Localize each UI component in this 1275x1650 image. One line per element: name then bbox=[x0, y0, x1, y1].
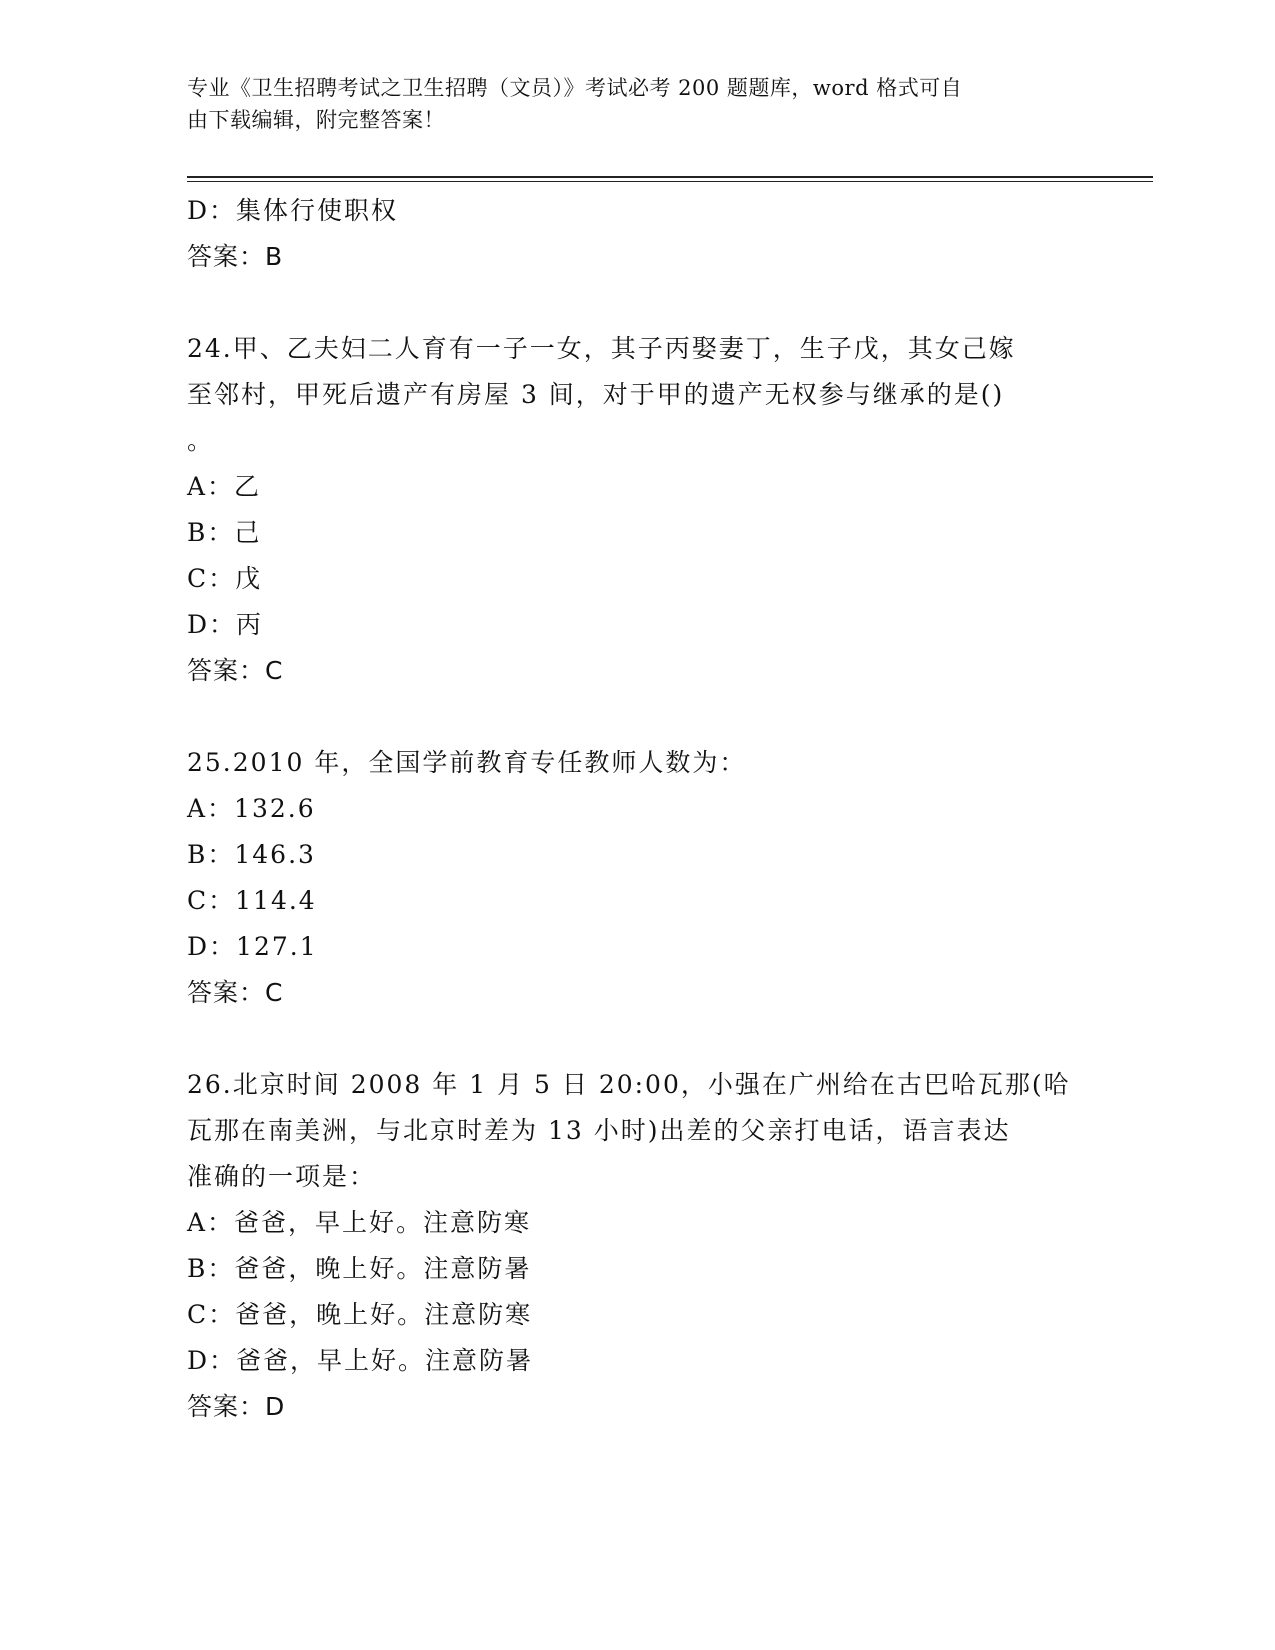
option-a: A：爸爸，早上好。注意防寒 bbox=[187, 1208, 532, 1237]
document-body bbox=[187, 188, 1087, 1430]
option-c: C：爸爸，晚上好。注意防寒 bbox=[187, 1300, 533, 1329]
option-b: B：爸爸，晚上好。注意防暑 bbox=[187, 1254, 532, 1283]
answer: 答案：D bbox=[187, 1392, 286, 1421]
answer: 答案：C bbox=[187, 656, 284, 685]
header-rule-thin bbox=[187, 181, 1153, 182]
question-26 bbox=[187, 1062, 1087, 1430]
question-text: 25.2010 年，全国学前教育专任教师人数为： bbox=[187, 748, 747, 777]
question-text: 26.北京时间 2008 年 1 月 5 日 20:00，小强在广州给在古巴哈瓦那(哈 bbox=[187, 1070, 1071, 1099]
option-c: C：114.4 bbox=[187, 886, 317, 915]
question-text: 至邻村，甲死后遗产有房屋 3 间，对于甲的遗产无权参与继承的是() bbox=[187, 380, 1005, 409]
prev-question bbox=[187, 188, 1087, 280]
option-d: D：集体行使职权 bbox=[187, 196, 399, 225]
answer: 答案：B bbox=[187, 242, 284, 271]
question-text: 瓦那在南美洲，与北京时差为 13 小时)出差的父亲打电话，语言表达 bbox=[187, 1116, 1011, 1145]
option-a: A：乙 bbox=[187, 472, 262, 501]
answer: 答案：C bbox=[187, 978, 284, 1007]
question-text: 24.甲、乙夫妇二人育有一子一女，其子丙娶妻丁，生子戊，其女己嫁 bbox=[187, 334, 1016, 363]
option-b: B：己 bbox=[187, 518, 262, 547]
option-c: C：戊 bbox=[187, 564, 263, 593]
option-d: D：丙 bbox=[187, 610, 264, 639]
question-text: 。 bbox=[187, 426, 215, 455]
document-header bbox=[187, 72, 1087, 136]
question-text: 准确的一项是： bbox=[187, 1162, 377, 1191]
question-24 bbox=[187, 326, 1087, 694]
option-d: D：127.1 bbox=[187, 932, 318, 961]
option-a: A：132.6 bbox=[187, 794, 316, 823]
option-d: D：爸爸，早上好。注意防暑 bbox=[187, 1346, 534, 1375]
question-25 bbox=[187, 740, 1087, 1016]
header-rule-thick bbox=[187, 176, 1153, 178]
option-b: B：146.3 bbox=[187, 840, 316, 869]
header-line-1: 专业《卫生招聘考试之卫生招聘（文员）》考试必考 200 题题库，word 格式可自 bbox=[187, 76, 963, 100]
header-line-2: 由下载编辑，附完整答案！ bbox=[187, 108, 445, 132]
